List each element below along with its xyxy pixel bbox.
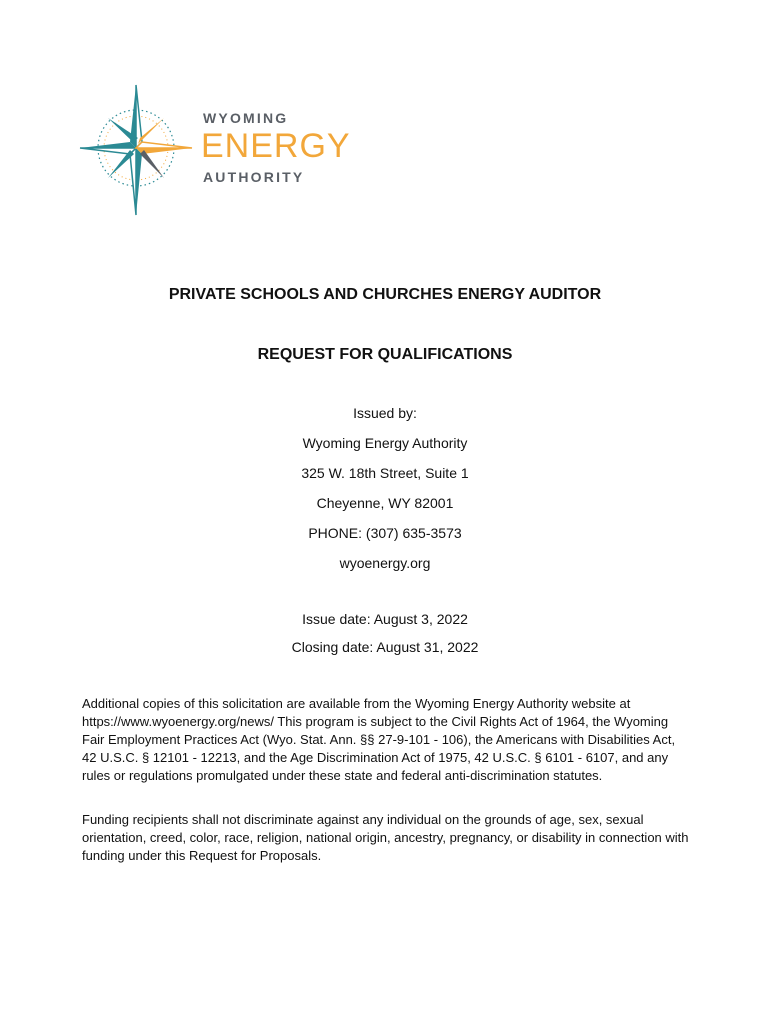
document-subtitle: REQUEST FOR QUALIFICATIONS	[257, 346, 513, 363]
issuer-street: 325 W. 18th Street, Suite 1	[301, 465, 469, 481]
issuer-website: wyoenergy.org	[339, 555, 431, 571]
issued-by-label: Issued by:	[353, 405, 417, 421]
issuer-phone: PHONE: (307) 635-3573	[308, 525, 462, 541]
logo-word-authority: AUTHORITY	[203, 169, 305, 185]
non-discrimination-paragraph: Funding recipients shall not discriminate against any individual on the grounds of age, sex, sexual orientation, creed, color, race, religion, national origin, ancestry, pregnancy, or disability in connection with funding under this Request for Proposals.	[82, 812, 689, 863]
issue-date: Issue date: August 3, 2022	[302, 611, 468, 627]
document-title: PRIVATE SCHOOLS AND CHURCHES ENERGY AUDITOR	[168, 286, 602, 303]
compass-star-icon	[78, 80, 198, 220]
logo-word-energy: ENERGY	[201, 127, 351, 165]
wyoming-energy-authority-logo	[78, 80, 351, 220]
closing-date: Closing date: August 31, 2022	[291, 639, 479, 655]
issuer-name: Wyoming Energy Authority	[302, 435, 468, 451]
logo-word-wyoming: WYOMING	[203, 110, 289, 126]
issuer-city: Cheyenne, WY 82001	[316, 495, 454, 511]
solicitation-paragraph: Additional copies of this solicitation are available from the Wyoming Energy Authority website at https://www.wyoenergy.org/news/ This program is subject to the Civil Rights Act of 1964, the Wyoming Fair Employment Practices Act (Wyo. Stat. Ann. §§ 27-9-101 - 106), the Americans with Disabilities Act, 42 U.S.C. § 12101 - 12213, and the Age Discrimination Act of 1975, 42 U.S.C. § 6101 - 6107, and any rules or regulations promulgated under these state and federal anti-discrimination statutes.	[82, 696, 676, 783]
